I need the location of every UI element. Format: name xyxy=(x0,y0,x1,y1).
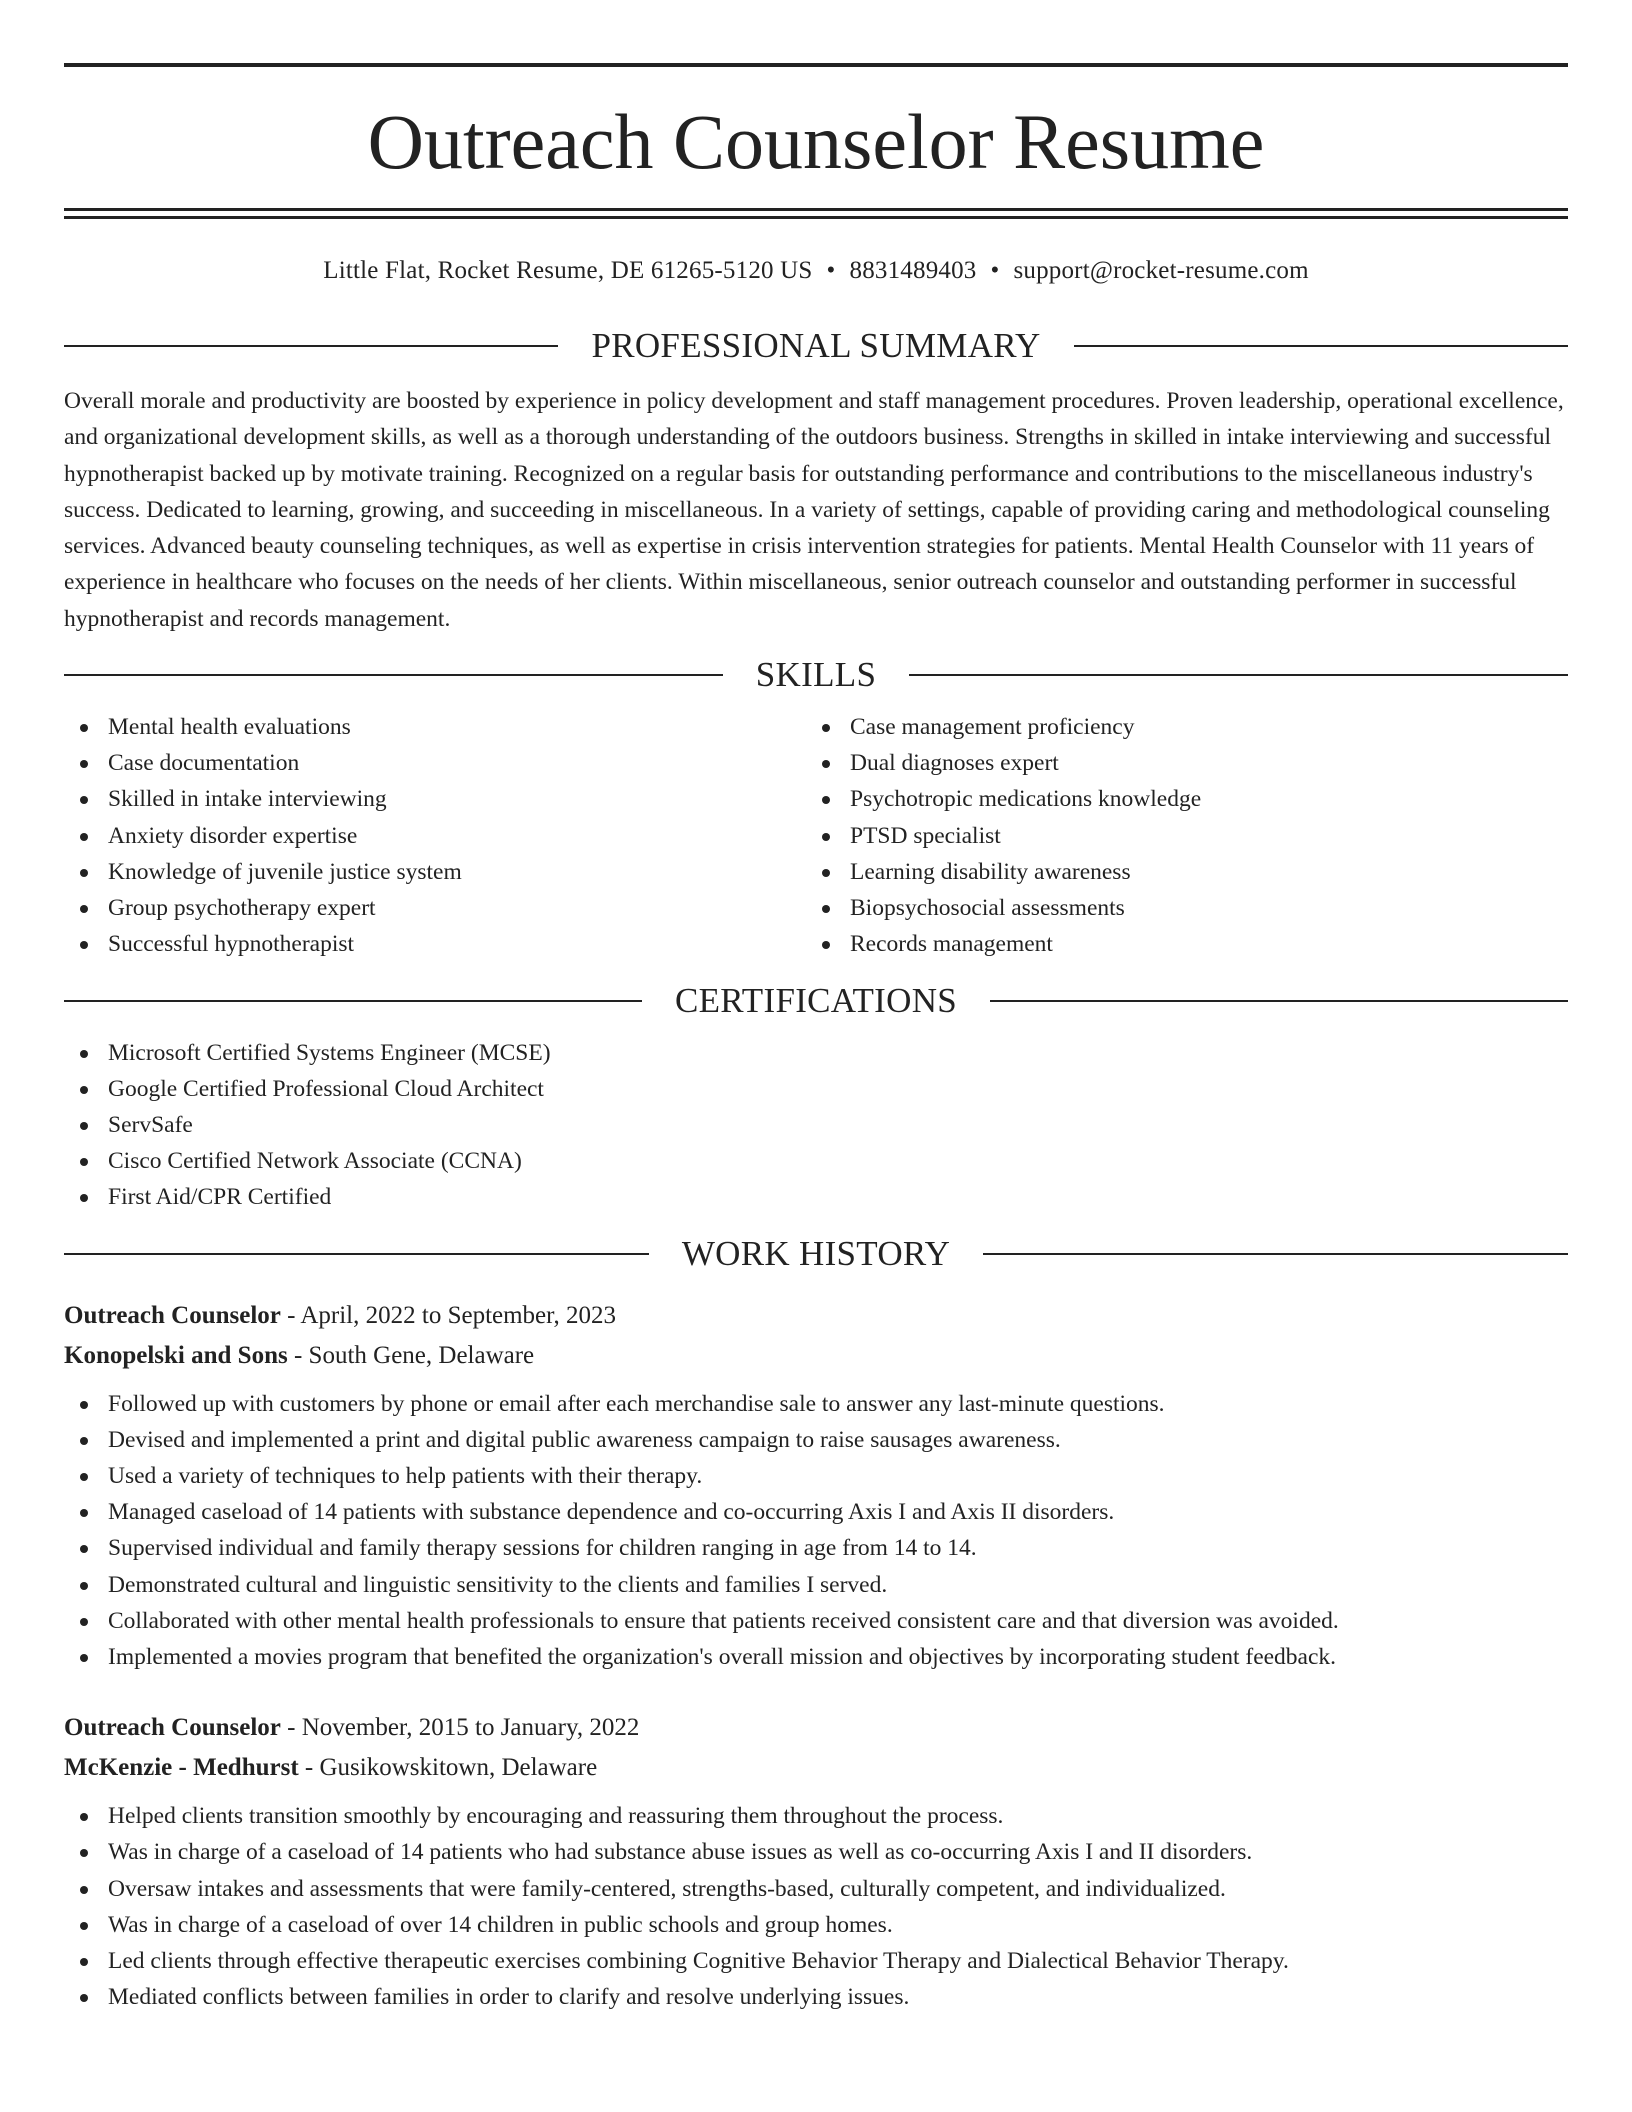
contact-email: support@rocket-resume.com xyxy=(1013,257,1309,284)
contact-line xyxy=(64,256,1568,286)
heading-rule xyxy=(64,1000,642,1002)
contact-address: Little Flat, Rocket Resume, DE 61265-5120 US xyxy=(323,257,813,284)
list-item: Records management xyxy=(806,926,1548,962)
heading-rule xyxy=(990,1000,1568,1002)
job-company-line xyxy=(64,1748,1568,1788)
summary-text: Overall morale and productivity are boosted by experience in policy development and staff management procedures. Proven leadership, operational excellence, and organizational development skills, as well as a thorough understanding of the outdoors business. Strengths in skilled in intake interviewing and successful hypnotherapist backed up by motivate training. Recognized on a regular basis for outstanding performance and contributions to the miscellaneous industry's success. Dedicated to learning, growing, and succeeding in miscellaneous. In a variety of settings, capable of providing caring and methodological counseling services. Advanced beauty counseling techniques, as well as expertise in crisis intervention strategies for patients. Mental Health Counselor with 11 years of experience in healthcare who focuses on the needs of her clients. Within miscellaneous, senior outreach counselor and outstanding performer in successful hypnotherapist and records management. xyxy=(64,388,1564,632)
list-item: Supervised individual and family therapy sessions for children ranging in age from 14 to 14. xyxy=(64,1530,1568,1566)
certifications-list xyxy=(64,1035,1568,1216)
list-item: Successful hypnotherapist xyxy=(64,926,806,962)
list-item: PTSD specialist xyxy=(806,818,1548,854)
list-item: Led clients through effective therapeutic exercises combining Cognitive Behavior Therapy and Dialectical Behavior Therapy. xyxy=(64,1943,1568,1979)
certifications-section-heading xyxy=(64,981,1568,1021)
job-entry xyxy=(64,1708,1568,2015)
summary-section-heading xyxy=(64,326,1568,366)
list-item: Mediated conflicts between families in order to clarify and resolve underlying issues. xyxy=(64,1979,1568,2015)
job-title-line xyxy=(64,1296,1568,1336)
list-item: Followed up with customers by phone or email after each merchandise sale to answer any last-minute questions. xyxy=(64,1386,1568,1422)
work-history-jobs xyxy=(64,1296,1568,2016)
list-item: Anxiety disorder expertise xyxy=(64,818,806,854)
job-company: McKenzie - Medhurst xyxy=(64,1754,299,1782)
heading-rule xyxy=(64,1253,649,1255)
list-item: Knowledge of juvenile justice system xyxy=(64,854,806,890)
list-item: Skilled in intake interviewing xyxy=(64,781,806,817)
heading-rule xyxy=(983,1253,1568,1255)
list-item: Cisco Certified Network Associate (CCNA) xyxy=(64,1143,1568,1179)
job-location: - Gusikowskitown, Delaware xyxy=(298,1754,598,1782)
job-company: Konopelski and Sons xyxy=(64,1341,288,1369)
job-bullets xyxy=(64,1798,1568,2015)
heading-rule xyxy=(64,345,558,347)
list-item: Dual diagnoses expert xyxy=(806,745,1548,781)
list-item: Oversaw intakes and assessments that were family-centered, strengths-based, culturally competent, and individualized. xyxy=(64,1871,1568,1907)
skills-section-heading xyxy=(64,655,1568,695)
summary-heading: PROFESSIONAL SUMMARY xyxy=(591,326,1041,365)
job-role: Outreach Counselor xyxy=(64,1714,281,1742)
contact-phone: 8831489403 xyxy=(849,257,977,284)
list-item: Case management proficiency xyxy=(806,709,1548,745)
list-item: Devised and implemented a print and digital public awareness campaign to raise sausages awareness. xyxy=(64,1422,1568,1458)
resume-page xyxy=(64,0,1568,2015)
contact-separator: • xyxy=(990,257,1000,284)
job-role: Outreach Counselor xyxy=(64,1301,281,1329)
list-item: Implemented a movies program that benefited the organization's overall mission and objectives by incorporating student feedback. xyxy=(64,1639,1568,1675)
list-item: Case documentation xyxy=(64,745,806,781)
list-item: Was in charge of a caseload of 14 patients who had substance abuse issues as well as co-occurring Axis I and II disorders. xyxy=(64,1834,1568,1870)
skills-list-left xyxy=(64,709,806,962)
list-item: Helped clients transition smoothly by encouraging and reassuring them throughout the process. xyxy=(64,1798,1568,1834)
list-item: Was in charge of a caseload of over 14 children in public schools and group homes. xyxy=(64,1907,1568,1943)
list-item: ServSafe xyxy=(64,1107,1568,1143)
title-double-rule xyxy=(64,208,1568,219)
list-item: Collaborated with other mental health professionals to ensure that patients received consistent care and that diversion was avoided. xyxy=(64,1603,1568,1639)
list-item: Microsoft Certified Systems Engineer (MCSE) xyxy=(64,1035,1568,1071)
list-item: Group psychotherapy expert xyxy=(64,890,806,926)
page-title: Outreach Counselor Resume xyxy=(367,98,1265,185)
certifications-heading: CERTIFICATIONS xyxy=(674,980,958,1020)
list-item: First Aid/CPR Certified xyxy=(64,1179,1568,1215)
contact-separator: • xyxy=(826,257,836,284)
job-company-line xyxy=(64,1336,1568,1376)
heading-rule xyxy=(909,674,1568,676)
skills-list-right xyxy=(806,709,1548,962)
job-location: - South Gene, Delaware xyxy=(287,1341,535,1369)
job-dates: - November, 2015 to January, 2022 xyxy=(280,1714,640,1742)
skills-columns xyxy=(64,709,1568,962)
list-item: Google Certified Professional Cloud Architect xyxy=(64,1071,1568,1107)
list-item: Used a variety of techniques to help patients with their therapy. xyxy=(64,1458,1568,1494)
list-item: Psychotropic medications knowledge xyxy=(806,781,1548,817)
job-dates: - April, 2022 to September, 2023 xyxy=(280,1301,616,1329)
work-heading: WORK HISTORY xyxy=(681,1233,951,1273)
list-item: Managed caseload of 14 patients with substance dependence and co-occurring Axis I and Axis II disorders. xyxy=(64,1494,1568,1530)
top-rule xyxy=(64,63,1568,67)
job-entry xyxy=(64,1296,1568,1676)
heading-rule xyxy=(64,674,723,676)
list-item: Mental health evaluations xyxy=(64,709,806,745)
job-bullets xyxy=(64,1386,1568,1676)
skills-heading: SKILLS xyxy=(755,655,877,695)
list-item: Learning disability awareness xyxy=(806,854,1548,890)
job-title-line xyxy=(64,1708,1568,1748)
list-item: Demonstrated cultural and linguistic sensitivity to the clients and families I served. xyxy=(64,1567,1568,1603)
work-section-heading xyxy=(64,1234,1568,1274)
list-item: Biopsychosocial assessments xyxy=(806,890,1548,926)
heading-rule xyxy=(1074,345,1568,347)
